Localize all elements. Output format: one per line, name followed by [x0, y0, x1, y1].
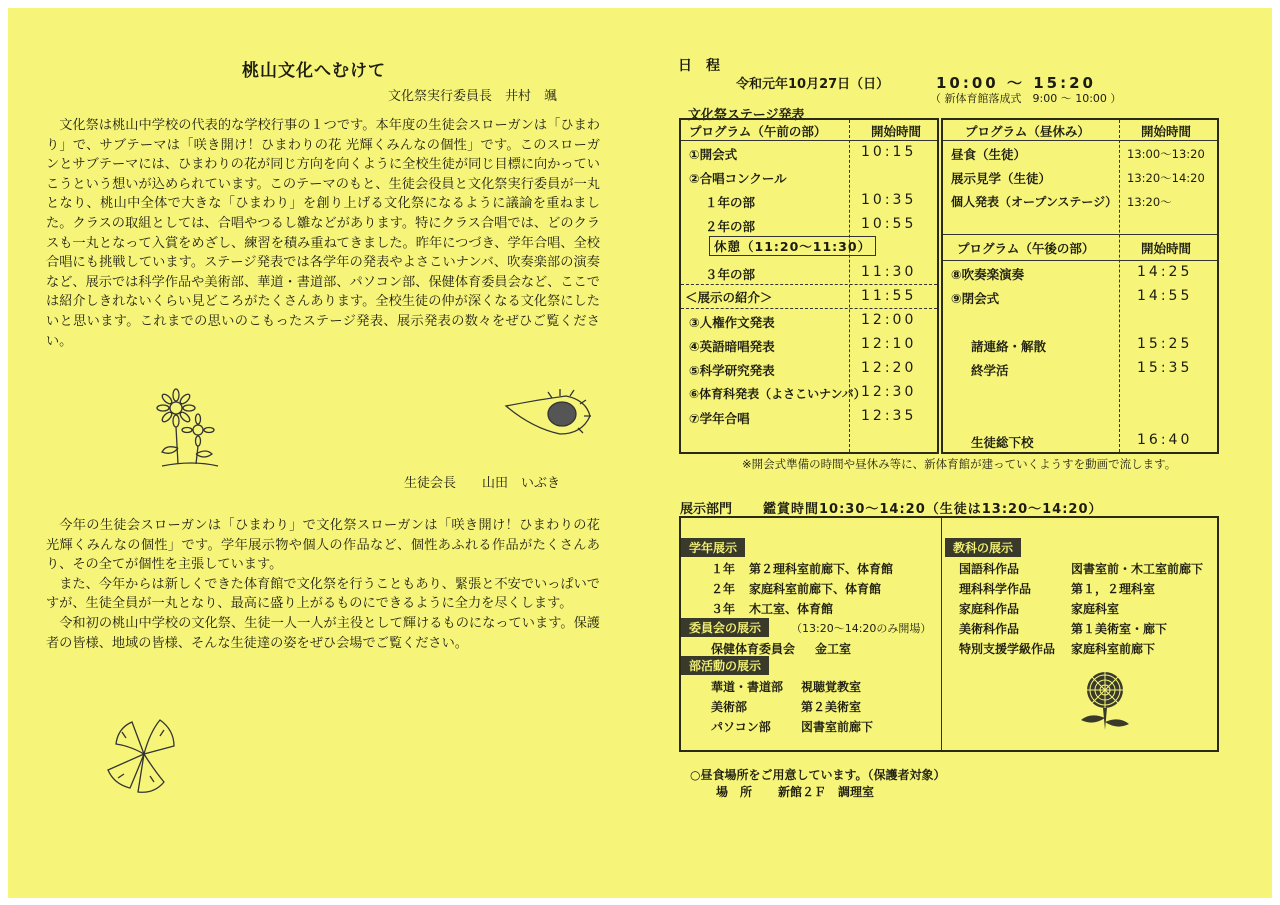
subject-place: 家庭科室前廊下: [1071, 642, 1156, 656]
lunch-item: 展示見学（生徒）: [951, 171, 1052, 186]
subject-place: 図書室前・木工室前廊下: [1071, 562, 1204, 576]
committee-name: 保健体育委員会: [711, 642, 796, 656]
president-text-2: また、今年からは新しくできた体育館で文化祭を行うこともあり、緊張と不安でいっぱいですが、生徒全員が一丸となり、最高に盛り上がるものにできるように全力を尽くします。: [46, 576, 600, 612]
club-place: 図書室前廊下: [801, 720, 874, 734]
afternoon-item: 諸連絡・解散: [971, 339, 1047, 354]
morning-item: １年の部: [705, 195, 756, 210]
afternoon-time: 16:40: [1137, 432, 1193, 448]
subject-name: 特別支援学級作品: [959, 642, 1056, 656]
page-title: 桃山文化へむけて: [242, 61, 386, 81]
lunch-item: 昼食（生徒）: [951, 147, 1027, 162]
committee-open-note: （13:20〜14:20のみ開場）: [791, 622, 932, 635]
lunch-place-location: 新館２Ｆ 調理室: [778, 785, 875, 799]
intro-text: 文化祭は桃山中学校の代表的な学校行事の１つです。本年度の生徒会スローガンは「ひまわり」で、サブテーマは「咲き開け！ひまわりの花 光輝くみんなの個性」です。このスローガンとサブテーマには、ひまわりの花が同じ方向を向くように全校生徒が同じ目標に向かっていこうという想いが込められています。このテーマのもと、生徒会役員と文化祭実行委員が一丸となり、桃山中全体で大きな「ひまわり」を創り上げる文化祭になるように議論を重ねました。クラスの取組としては、合唱やつるし雛などがあります。特にクラス合唱では、どのクラスも一丸となって入賞をめざし、練習を積み重ねてきました。昨年につづき、学年合唱、全校合唱にも挑戦しています。ステージ発表では各学年の発表やよさこいナンバ、吹奏楽部の演奏など、展示では科学作品や美術部、華道・書道部、パソコン部、保健体育委員会など、ここでは紹介しきれないくらい見どころがたくさんあります。全校生徒の仲が深くなる文化祭にしたいと思います。これまでの思いのこもったステージ発表、展示発表の数々をぜひご覧ください。: [46, 118, 600, 349]
morning-item: ④英語暗唱発表: [689, 339, 775, 354]
morning-item: ＜展示の紹介＞: [685, 290, 773, 305]
intro-paragraph: [46, 116, 600, 351]
afternoon-item: ⑧吹奏楽演奏: [951, 267, 1025, 282]
afternoon-time: 15:25: [1137, 336, 1193, 352]
morning-header: プログラム（午前の部）: [689, 124, 827, 139]
grade-place: 第２理科室前廊下、体育館: [749, 562, 894, 576]
club-place: 視聴覚教室: [801, 680, 862, 694]
morning-time: 12:35: [861, 408, 917, 424]
morning-time: 10:35: [861, 192, 917, 208]
break-box: 休憩（11:20〜11:30）: [709, 236, 876, 256]
subject-name: 理科科学作品: [959, 582, 1032, 596]
lunch-header: プログラム（昼休み）: [965, 124, 1090, 139]
grade-label: ２年: [711, 582, 736, 596]
morning-item: ３年の部: [705, 267, 756, 282]
club-name: パソコン部: [711, 720, 771, 734]
grade-exhibit-tag: 学年展示: [681, 538, 745, 557]
ginkgo-illustration: [104, 712, 190, 798]
morning-item: ２年の部: [705, 219, 756, 234]
student-council-president-name: 生徒会長 山田 いぶき: [404, 476, 561, 491]
schedule-heading: 日 程: [678, 58, 720, 74]
lunch-time: 13:00〜13:20: [1127, 147, 1205, 161]
opening-ceremony-note: （ 新体育館落成式 9:00 〜 10:00 ）: [930, 92, 1122, 105]
subject-place: 家庭科室: [1071, 602, 1120, 616]
club-name: 華道・書道部: [711, 680, 784, 694]
subject-name: 美術科作品: [959, 622, 1020, 636]
lunch-place-label: 場 所: [716, 785, 753, 799]
committee-place: 金工室: [815, 642, 852, 656]
morning-time: 12:30: [861, 384, 917, 400]
morning-start-header: 開始時間: [871, 124, 922, 139]
morning-time: 12:20: [861, 360, 917, 376]
morning-time: 11:55: [861, 288, 917, 304]
committee-chair-name: 文化祭実行委員長 井村 颯: [388, 89, 558, 104]
subject-name: 家庭科作品: [959, 602, 1020, 616]
lunch-item: 個人発表（オープンステージ）: [951, 195, 1118, 209]
afternoon-time: 15:35: [1137, 360, 1193, 376]
president-text-3: 令和初の桃山中学校の文化祭、生徒一人一人が主役として輝けるものになっています。保護者の皆様、地域の皆様、そんな生徒達の姿をぜひ会場でご覧ください。: [46, 615, 600, 651]
lunch-place-notice: ○昼食場所をご用意しています。（保護者対象）: [690, 768, 946, 782]
president-text-1: 今年の生徒会スローガンは「ひまわり」で文化祭スローガンは「咲き開け！ひまわりの花 光輝くみんなの個性」です。学年展示物や個人の作品など、個性あふれる作品がたくさんあり、その全てが個性を主張しています。: [46, 518, 600, 573]
morning-time: 12:10: [861, 336, 917, 352]
grade-label: ３年: [711, 602, 736, 616]
grade-place: 家庭科室前廊下、体育館: [749, 582, 882, 596]
morning-item: ①開会式: [689, 147, 738, 162]
president-message: [46, 516, 600, 653]
club-name: 美術部: [711, 700, 748, 714]
chestnut-illustration: [504, 384, 594, 440]
morning-item: ⑦学年合唱: [689, 411, 750, 426]
afternoon-time: 14:55: [1137, 288, 1193, 304]
grade-place: 木工室、体育館: [749, 602, 834, 616]
morning-item: ⑤科学研究発表: [689, 363, 775, 378]
stage-program-title: 文化祭ステージ発表: [688, 108, 805, 123]
morning-item: ③人権作文発表: [689, 315, 775, 330]
exhibit-heading: 展示部門: [680, 502, 733, 517]
afternoon-item: ⑨閉会式: [951, 291, 1000, 306]
afternoon-item: 生徒総下校: [971, 435, 1034, 450]
event-date: 令和元年10月27日（日）: [736, 77, 890, 92]
lunch-time: 13:20〜: [1127, 195, 1172, 209]
morning-time: 12:00: [861, 312, 917, 328]
event-time-range: 10:00 〜 15:20: [936, 74, 1096, 92]
subject-place: 第１，２理科室: [1071, 582, 1156, 596]
subject-place: 第１美術室・廊下: [1071, 622, 1168, 636]
chrysanthemum-illustration: [1075, 668, 1135, 732]
lunch-afternoon-table: [941, 118, 1219, 454]
lunch-time: 13:20〜14:20: [1127, 171, 1205, 185]
afternoon-item: 終学活: [971, 363, 1009, 378]
club-exhibit-tag: 部活動の展示: [681, 656, 769, 675]
exhibit-table: [679, 516, 1219, 752]
grade-label: １年: [711, 562, 736, 576]
morning-time: 10:55: [861, 216, 917, 232]
morning-item: ②合唱コンクール: [689, 171, 787, 186]
viewing-time: 鑑賞時間10:30〜14:20（生徒は13:20〜14:20）: [763, 502, 1103, 517]
morning-item: ⑥体育科発表（よさこいナンバ）: [689, 387, 866, 401]
video-note: ※開会式準備の時間や昼休み等に、新体育館が建っていくようすを動画で流します。: [742, 457, 1177, 471]
afternoon-time: 14:25: [1137, 264, 1193, 280]
lunch-start-header: 開始時間: [1141, 124, 1192, 139]
afternoon-start-header: 開始時間: [1141, 241, 1192, 256]
club-place: 第２美術室: [801, 700, 862, 714]
morning-time: 11:30: [861, 264, 917, 280]
committee-exhibit-tag: 委員会の展示: [681, 618, 769, 637]
morning-time: 10:15: [861, 144, 917, 160]
morning-program-table: [679, 118, 939, 454]
subject-exhibit-tag: 教科の展示: [945, 538, 1021, 557]
afternoon-header: プログラム（午後の部）: [957, 241, 1095, 256]
sunflower-illustration: [152, 388, 224, 468]
subject-name: 国語科作品: [959, 562, 1020, 576]
